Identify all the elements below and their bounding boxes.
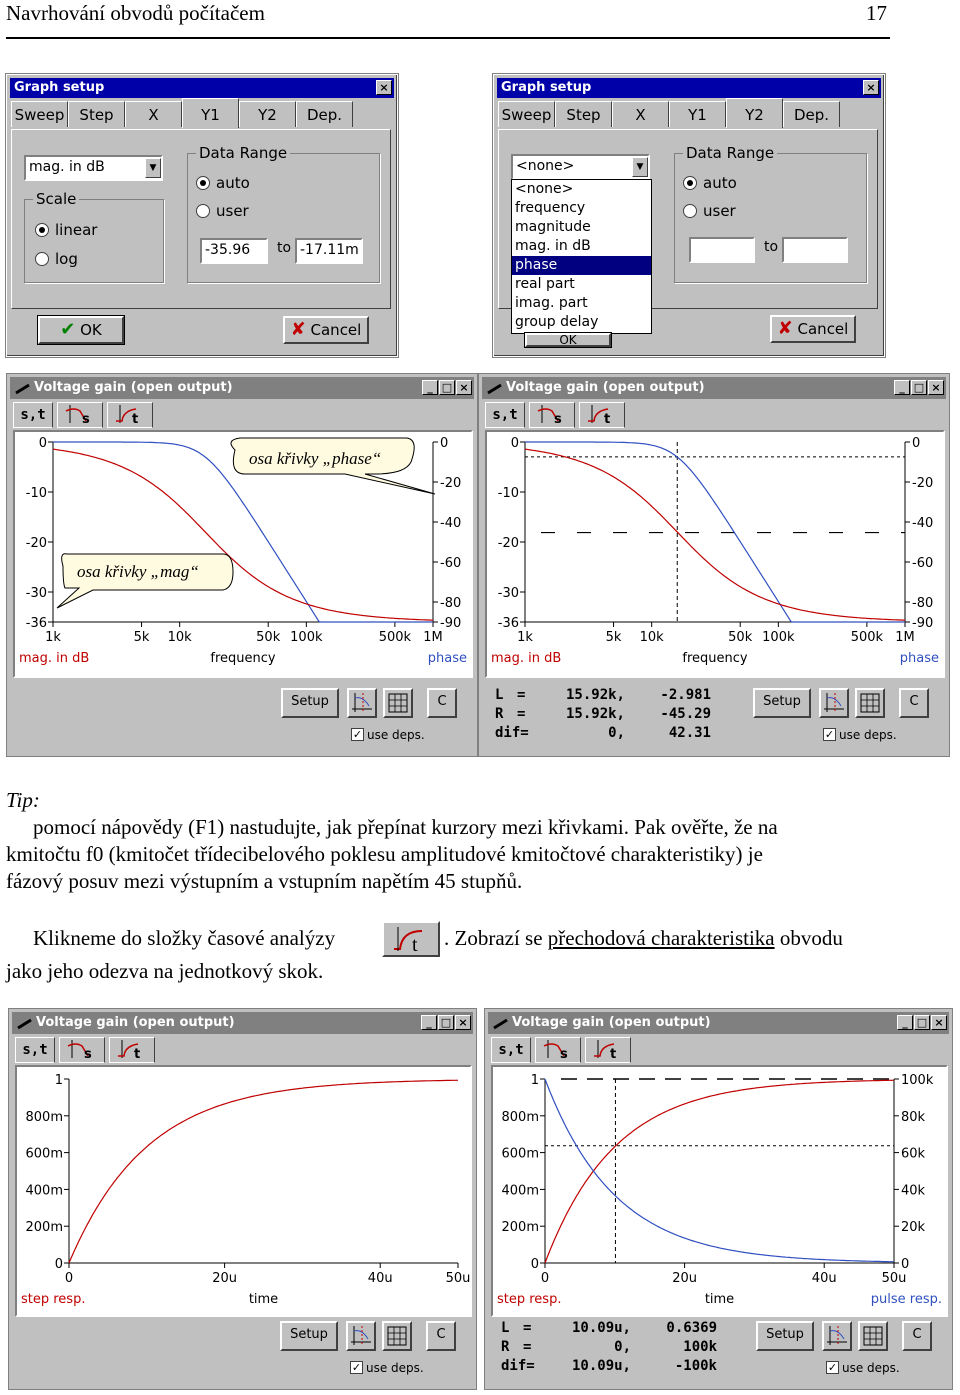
readout-equals: = bbox=[523, 1339, 532, 1355]
time-analysis-tab-icon[interactable] bbox=[382, 921, 440, 957]
left-axis-label: mag. in dB bbox=[19, 651, 90, 666]
page-number: 17 bbox=[866, 1, 887, 25]
dialog-titlebar bbox=[497, 78, 881, 98]
readout-label: dif= bbox=[495, 725, 529, 741]
step-graph-window-right bbox=[484, 1008, 953, 1390]
readout-y-value: -2.981 bbox=[660, 687, 711, 703]
y-tick-label: -20 bbox=[497, 536, 519, 551]
graph-title: Voltage gain (open output) bbox=[36, 1015, 235, 1030]
step-response-link[interactable]: přechodová charakteristika bbox=[547, 926, 775, 950]
frequency-response-icon bbox=[60, 403, 100, 425]
svg-text:s: s bbox=[554, 412, 562, 425]
cursor-tool-button[interactable] bbox=[819, 688, 849, 718]
tab-x[interactable]: X bbox=[612, 101, 669, 127]
maximize-icon[interactable]: □ bbox=[439, 380, 455, 395]
y-tick-label-right: 0 bbox=[912, 436, 921, 451]
use-deps-checkbox[interactable]: ✓ use deps. bbox=[823, 728, 897, 742]
tip-line-3: fázový posuv mezi výstupním a vstupním napětím 45 stupňů. bbox=[6, 869, 523, 893]
readout-label: R bbox=[495, 706, 504, 722]
step-text-part2 bbox=[444, 925, 843, 952]
setup-button[interactable]: Setup bbox=[756, 1321, 814, 1351]
scale-group bbox=[24, 190, 164, 283]
range-from-input[interactable]: -35.96 bbox=[200, 238, 268, 264]
range-auto-radio[interactable]: auto bbox=[196, 175, 250, 191]
quantity-select[interactable]: mag. in dB bbox=[24, 155, 163, 181]
right-axis-label: pulse resp. bbox=[870, 1292, 942, 1307]
chart-svg bbox=[493, 1067, 946, 1315]
range-to-input[interactable] bbox=[782, 237, 848, 263]
tip-line-1: pomocí nápovědy (F1) nastudujte, jak přepínat kurzory mezi křivkami. Pak ověřte, že na bbox=[33, 815, 778, 839]
readout-label: R bbox=[501, 1339, 510, 1355]
close-icon[interactable]: × bbox=[928, 380, 944, 395]
grid-toggle-button[interactable] bbox=[855, 688, 885, 718]
y-tick-label: 1 bbox=[54, 1073, 63, 1088]
x-tick-label: 40u bbox=[811, 1271, 837, 1286]
use-deps-checkbox[interactable]: ✓ use deps. bbox=[350, 1361, 424, 1375]
right-axis-label: phase bbox=[427, 651, 467, 666]
x-tick-label: 50u bbox=[881, 1271, 907, 1286]
setup-button[interactable]: Setup bbox=[280, 1321, 338, 1351]
grid-icon bbox=[857, 690, 883, 716]
step-response-icon bbox=[582, 403, 622, 425]
cursor-icon bbox=[824, 1323, 850, 1349]
x-tick-label: 40u bbox=[367, 1271, 393, 1286]
x-tick-label: 5k bbox=[605, 630, 622, 645]
readout-x-value: 0, bbox=[614, 1339, 631, 1355]
cursor-icon bbox=[349, 690, 375, 716]
x-tick-label: 1k bbox=[517, 630, 533, 645]
close-icon[interactable]: × bbox=[455, 1015, 471, 1030]
ac-graph-window-right bbox=[478, 373, 950, 757]
svg-text:s: s bbox=[82, 412, 90, 425]
x-axis-label: time bbox=[704, 1292, 735, 1307]
y-tick-label-right: 40k bbox=[901, 1183, 926, 1199]
svg-text:t: t bbox=[132, 412, 139, 425]
x-tick-label: 20u bbox=[212, 1271, 237, 1286]
dropdown-option[interactable]: imag. part bbox=[515, 295, 588, 311]
y-tick-label: -20 bbox=[25, 536, 47, 551]
c-button[interactable]: C bbox=[427, 688, 457, 718]
tab-x[interactable]: X bbox=[125, 101, 182, 127]
minimize-icon[interactable]: _ bbox=[894, 380, 910, 395]
cross-icon: ✘ bbox=[777, 318, 793, 339]
graph-titlebar bbox=[482, 377, 946, 399]
grid-toggle-button[interactable] bbox=[382, 1321, 412, 1351]
series-line-phase bbox=[525, 449, 905, 620]
chart-svg bbox=[487, 432, 943, 676]
close-icon[interactable]: × bbox=[931, 1015, 947, 1030]
readout-equals: = bbox=[523, 1320, 532, 1336]
grid-icon bbox=[860, 1323, 886, 1349]
dropdown-option[interactable]: real part bbox=[515, 276, 575, 292]
readout-x-value: 10.09u, bbox=[571, 1358, 631, 1374]
x-axis-label: time bbox=[248, 1292, 279, 1307]
y-tick-label: 800m bbox=[25, 1109, 63, 1125]
readout-y-value: 100k bbox=[683, 1339, 717, 1355]
scale-log-radio[interactable]: log bbox=[35, 251, 78, 267]
readout-equals: = bbox=[517, 706, 526, 722]
chart-svg bbox=[17, 1067, 470, 1315]
cursor-tool-button[interactable] bbox=[346, 1321, 376, 1351]
readout-equals: = bbox=[517, 687, 526, 703]
tab-frequency-analysis[interactable] bbox=[57, 402, 103, 428]
data-range-label: Data Range bbox=[683, 144, 777, 162]
y-tick-label-right: -90 bbox=[912, 616, 934, 631]
tab-sweep[interactable]: Sweep bbox=[11, 101, 68, 127]
ok-button[interactable]: ✔ OK bbox=[38, 316, 124, 344]
cancel-button[interactable]: ✘ Cancel bbox=[283, 316, 369, 344]
range-to-label: to bbox=[764, 239, 779, 255]
data-range-label: Data Range bbox=[196, 144, 290, 162]
step-graph-window-left bbox=[8, 1008, 477, 1390]
x-tick-label: 50k bbox=[256, 630, 281, 645]
y-tick-label: 400m bbox=[25, 1183, 63, 1199]
y-tick-label-right: -20 bbox=[912, 476, 934, 491]
graph-title: Voltage gain (open output) bbox=[506, 380, 705, 395]
x-tick-label: 1k bbox=[45, 630, 61, 645]
tip-line-2: kmitočtu f0 (kmitočet třídecibelového poklesu amplitudové kmitočtové charakteristiky) je bbox=[6, 842, 763, 866]
x-tick-label: 50k bbox=[728, 630, 753, 645]
readout-y-value: 42.31 bbox=[668, 725, 711, 741]
svg-text:t: t bbox=[604, 412, 611, 425]
graph-title: Voltage gain (open output) bbox=[512, 1015, 711, 1030]
app-icon bbox=[493, 1016, 509, 1028]
svg-text:t: t bbox=[610, 1047, 617, 1060]
y-tick-label-right: -90 bbox=[440, 616, 462, 631]
y-tick-label: 200m bbox=[25, 1220, 63, 1236]
maximize-icon[interactable]: □ bbox=[914, 1015, 930, 1030]
y-tick-label: 0 bbox=[54, 1257, 63, 1272]
step-response-icon bbox=[110, 403, 150, 425]
scale-linear-radio[interactable]: linear bbox=[35, 222, 97, 238]
dropdown-option[interactable]: group delay bbox=[515, 314, 599, 330]
scale-label: Scale bbox=[33, 190, 79, 208]
close-icon[interactable]: × bbox=[863, 80, 879, 95]
readout-label: dif= bbox=[501, 1358, 535, 1374]
grid-icon bbox=[384, 1323, 410, 1349]
y-tick-label: 600m bbox=[25, 1146, 63, 1162]
range-auto-radio[interactable]: auto bbox=[683, 175, 737, 191]
page-header-title: Navrhování obvodů počítačem bbox=[6, 1, 265, 25]
chevron-down-icon[interactable]: ▼ bbox=[145, 158, 161, 178]
close-icon[interactable]: × bbox=[456, 380, 472, 395]
y-tick-label-right: -60 bbox=[912, 556, 934, 571]
quantity-select[interactable]: <none> bbox=[511, 154, 650, 180]
c-button[interactable]: C bbox=[902, 1321, 932, 1351]
x-tick-label: 10k bbox=[639, 630, 664, 645]
dialog-titlebar bbox=[10, 78, 394, 98]
left-axis-label: step resp. bbox=[21, 1292, 86, 1307]
cursor-tool-button[interactable] bbox=[347, 688, 377, 718]
check-icon: ✔ bbox=[60, 319, 76, 340]
y-tick-label: -30 bbox=[25, 586, 47, 601]
tab-frequency-analysis[interactable] bbox=[529, 402, 575, 428]
y-tick-label-right: 0 bbox=[440, 436, 449, 451]
y-tick-label: 600m bbox=[501, 1146, 539, 1162]
plot-area[interactable] bbox=[15, 1065, 472, 1317]
x-tick-label: 50u bbox=[445, 1271, 470, 1286]
frequency-response-icon bbox=[532, 403, 572, 425]
chart-svg bbox=[15, 432, 471, 676]
x-tick-label: 100k bbox=[290, 630, 323, 645]
left-axis-label: step resp. bbox=[497, 1292, 562, 1307]
minimize-icon[interactable]: _ bbox=[422, 380, 438, 395]
y-tick-label-right: -40 bbox=[912, 516, 934, 531]
chevron-down-icon[interactable]: ▼ bbox=[632, 157, 648, 177]
frequency-response-icon bbox=[538, 1038, 578, 1060]
svg-text:t: t bbox=[412, 934, 418, 955]
y-tick-label-right: 0 bbox=[901, 1257, 910, 1272]
callout-phase-text: osa křivky „phase“ bbox=[249, 449, 382, 468]
dialog-title: Graph setup bbox=[14, 80, 105, 95]
range-to-input[interactable]: -17.11m bbox=[295, 238, 363, 264]
readout-y-value: -45.29 bbox=[660, 706, 711, 722]
readout-y-value: -100k bbox=[674, 1358, 717, 1374]
tab-time-analysis[interactable] bbox=[107, 402, 153, 428]
maximize-icon[interactable]: □ bbox=[911, 380, 927, 395]
dialog-title: Graph setup bbox=[501, 80, 592, 95]
ac-graph-window-left bbox=[6, 373, 478, 757]
tab-time-analysis[interactable] bbox=[579, 402, 625, 428]
range-to-label: to bbox=[277, 240, 292, 256]
tab-frequency-analysis[interactable] bbox=[59, 1037, 105, 1063]
minimize-icon[interactable]: _ bbox=[421, 1015, 437, 1030]
x-tick-label: 0 bbox=[64, 1271, 74, 1286]
ok-button[interactable]: OK bbox=[525, 333, 611, 347]
readout-x-value: 15.92k, bbox=[565, 687, 625, 703]
setup-button[interactable]: Setup bbox=[281, 688, 339, 718]
y-tick-label: -36 bbox=[497, 616, 519, 631]
plot-area[interactable] bbox=[485, 430, 945, 678]
readout-x-value: 10.09u, bbox=[571, 1320, 631, 1336]
header-rule bbox=[6, 37, 890, 39]
y-tick-label-right: 100k bbox=[901, 1073, 934, 1088]
range-user-radio[interactable]: user bbox=[196, 203, 249, 219]
tab-dep[interactable]: Dep. bbox=[783, 101, 840, 127]
cursor-icon bbox=[348, 1323, 374, 1349]
right-axis-label: phase bbox=[899, 651, 939, 666]
c-button[interactable]: C bbox=[899, 688, 929, 718]
tab-st[interactable]: s,t bbox=[15, 1037, 55, 1063]
y-tick-label-right: 20k bbox=[901, 1220, 926, 1236]
step-text-line2: jako jeho odezva na jednotkový skok. bbox=[6, 959, 324, 983]
app-icon bbox=[15, 381, 31, 393]
tip-heading: Tip: bbox=[6, 788, 40, 812]
svg-text:s: s bbox=[560, 1047, 568, 1060]
graph-setup-dialog-y2 bbox=[493, 74, 885, 357]
y-tick-label: -30 bbox=[497, 586, 519, 601]
tab-st[interactable]: s,t bbox=[491, 1037, 531, 1063]
svg-text:t: t bbox=[134, 1047, 141, 1060]
callout-mag-text: osa křivky „mag“ bbox=[77, 562, 199, 581]
tab-time-analysis[interactable] bbox=[585, 1037, 631, 1063]
graph-titlebar bbox=[488, 1012, 949, 1034]
grid-toggle-button[interactable] bbox=[858, 1321, 888, 1351]
x-axis-label: frequency bbox=[682, 651, 748, 666]
readout-y-value: 0.6369 bbox=[666, 1320, 717, 1336]
x-tick-label: 1M bbox=[895, 630, 915, 645]
cross-icon: ✘ bbox=[290, 319, 306, 340]
y-tick-label: 0 bbox=[510, 436, 519, 451]
tab-step[interactable]: Step bbox=[555, 101, 612, 127]
tab-y2[interactable]: Y2 bbox=[726, 98, 783, 128]
x-tick-label: 100k bbox=[762, 630, 795, 645]
cursor-icon bbox=[821, 690, 847, 716]
grid-icon bbox=[385, 690, 411, 716]
tab-step[interactable]: Step bbox=[68, 101, 125, 127]
app-icon bbox=[487, 381, 503, 393]
app-icon bbox=[17, 1016, 33, 1028]
y-tick-label-right: 60k bbox=[901, 1146, 926, 1162]
y-tick-label: 1 bbox=[530, 1073, 539, 1088]
step-text-part1: Klikneme do složky časové analýzy bbox=[33, 926, 336, 950]
y-tick-label: -10 bbox=[25, 486, 47, 501]
range-from-input[interactable] bbox=[689, 237, 755, 263]
minimize-icon[interactable]: _ bbox=[897, 1015, 913, 1030]
dropdown-option[interactable]: frequency bbox=[515, 200, 586, 216]
tab-y2[interactable]: Y2 bbox=[239, 101, 296, 127]
x-tick-label: 20u bbox=[672, 1271, 697, 1286]
y-tick-label-right: 80k bbox=[901, 1109, 926, 1125]
setup-button[interactable]: Setup bbox=[753, 688, 811, 718]
c-button[interactable]: C bbox=[426, 1321, 456, 1351]
y-tick-label-right: -80 bbox=[912, 596, 934, 611]
maximize-icon[interactable]: □ bbox=[438, 1015, 454, 1030]
step-text-span: obvodu bbox=[779, 926, 843, 950]
step-response-icon bbox=[384, 923, 438, 955]
readout-label: L bbox=[501, 1320, 510, 1336]
y-tick-label-right: -80 bbox=[440, 596, 462, 611]
readout-x-value: 15.92k, bbox=[565, 706, 625, 722]
y-tick-label-right: -40 bbox=[440, 516, 462, 531]
close-icon[interactable]: × bbox=[376, 80, 392, 95]
x-tick-label: 5k bbox=[133, 630, 150, 645]
readout-label: L bbox=[495, 687, 504, 703]
dropdown-option[interactable]: mag. in dB bbox=[515, 238, 591, 254]
y-tick-label: 0 bbox=[530, 1257, 539, 1272]
tab-time-analysis[interactable] bbox=[109, 1037, 155, 1063]
x-tick-label: 10k bbox=[167, 630, 192, 645]
readout-x-value: 0, bbox=[608, 725, 625, 741]
plot-area[interactable] bbox=[13, 430, 473, 678]
x-axis-label: frequency bbox=[210, 651, 276, 666]
frequency-response-icon bbox=[62, 1038, 102, 1060]
series-line-rise bbox=[545, 1080, 894, 1263]
range-user-radio[interactable]: user bbox=[683, 203, 736, 219]
series-line-decay bbox=[545, 1079, 894, 1262]
svg-text:s: s bbox=[84, 1047, 92, 1060]
dropdown-option[interactable]: <none> bbox=[515, 181, 574, 197]
graph-setup-dialog-y1 bbox=[6, 74, 398, 357]
graph-titlebar bbox=[10, 377, 474, 399]
use-deps-checkbox[interactable]: ✓ use deps. bbox=[351, 728, 425, 742]
data-range-group bbox=[674, 144, 867, 283]
quantity-dropdown-list[interactable] bbox=[511, 179, 652, 334]
y-tick-label-right: -60 bbox=[440, 556, 462, 571]
series-line-rise bbox=[69, 1080, 458, 1263]
tab-frequency-analysis[interactable] bbox=[535, 1037, 581, 1063]
tab-sweep[interactable]: Sweep bbox=[498, 101, 555, 127]
use-deps-checkbox[interactable]: ✓ use deps. bbox=[826, 1361, 900, 1375]
x-tick-label: 500k bbox=[850, 630, 884, 645]
y-tick-label: 800m bbox=[501, 1109, 539, 1125]
x-tick-label: 1M bbox=[423, 630, 443, 645]
step-response-icon bbox=[112, 1038, 152, 1060]
series-line-phase bbox=[53, 449, 433, 620]
x-tick-label: 0 bbox=[540, 1271, 550, 1286]
y-tick-label: -10 bbox=[497, 486, 519, 501]
tab-y1[interactable]: Y1 bbox=[182, 98, 239, 128]
left-axis-label: mag. in dB bbox=[491, 651, 562, 666]
tab-dep[interactable]: Dep. bbox=[296, 101, 353, 127]
y-tick-label: 0 bbox=[38, 436, 47, 451]
tab-y1[interactable]: Y1 bbox=[669, 101, 726, 127]
tab-st[interactable]: s,t bbox=[485, 402, 525, 428]
cancel-button[interactable]: ✘ Cancel bbox=[770, 315, 856, 343]
x-tick-label: 500k bbox=[378, 630, 412, 645]
y-tick-label: 400m bbox=[501, 1183, 539, 1199]
y-tick-label-right: -20 bbox=[440, 476, 462, 491]
tab-st[interactable]: s,t bbox=[13, 402, 53, 428]
grid-toggle-button[interactable] bbox=[383, 688, 413, 718]
dropdown-option-selected[interactable]: phase bbox=[512, 256, 651, 275]
cursor-tool-button[interactable] bbox=[822, 1321, 852, 1351]
dropdown-option[interactable]: magnitude bbox=[515, 219, 591, 235]
graph-titlebar bbox=[12, 1012, 473, 1034]
y-tick-label: 200m bbox=[501, 1220, 539, 1236]
step-response-icon bbox=[588, 1038, 628, 1060]
plot-area[interactable] bbox=[491, 1065, 948, 1317]
graph-title: Voltage gain (open output) bbox=[34, 380, 233, 395]
y-tick-label: -36 bbox=[25, 616, 47, 631]
step-text-span: . Zobrazí se bbox=[444, 926, 543, 950]
